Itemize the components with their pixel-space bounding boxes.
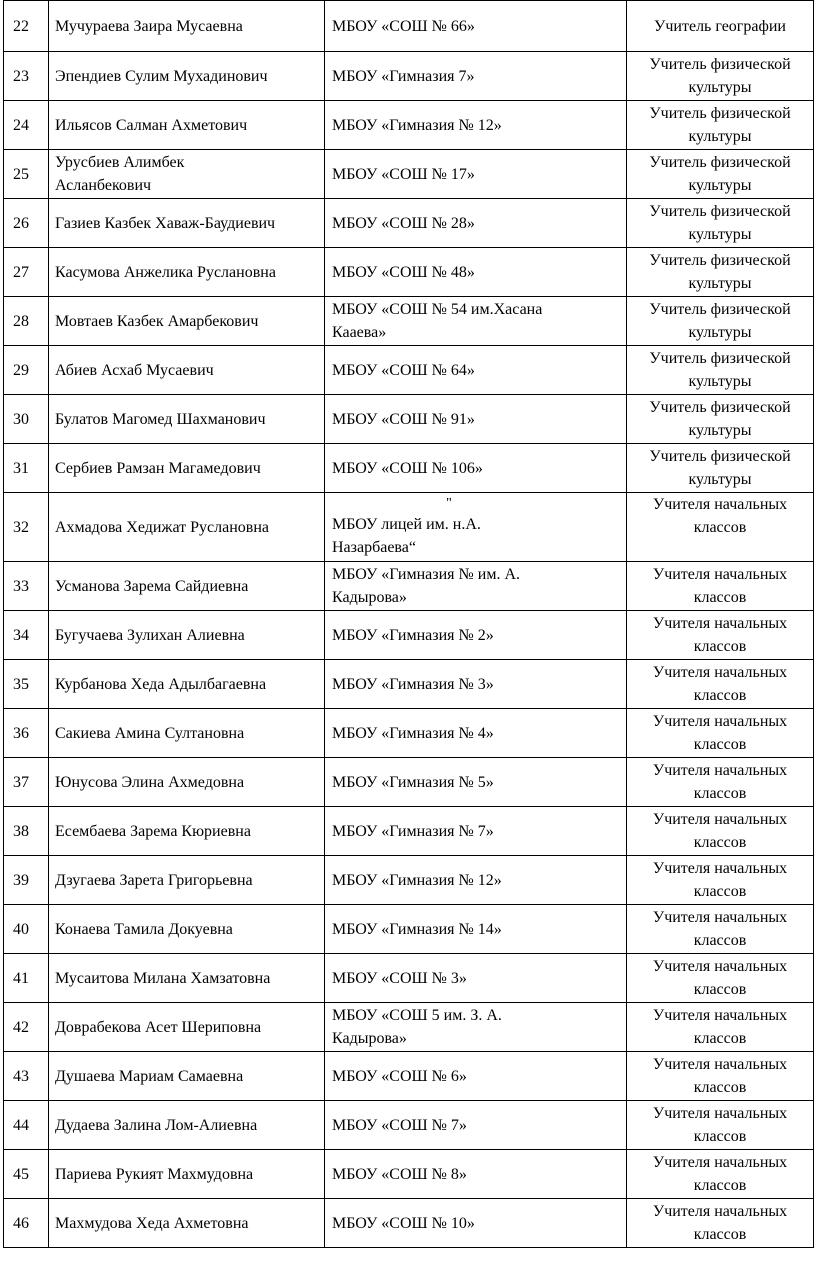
teacher-position <box>627 856 814 905</box>
row-number: 22 <box>4 1 49 52</box>
school-name: МБОУ «Гимназия № 4» <box>325 709 627 758</box>
teacher-position <box>627 758 814 807</box>
table-row <box>4 150 814 199</box>
teacher-name-text: Урусбиев Алимбек Асланбекович <box>55 154 185 194</box>
school-name: МБОУ «Гимназия № 12» <box>325 856 627 905</box>
position-text: Учитель физической культуры <box>649 350 791 390</box>
school-name: МБОУ «СОШ № 10» <box>325 1199 627 1248</box>
row-number: 32 <box>4 493 49 562</box>
row-number: 31 <box>4 444 49 493</box>
position-text: Учитель физической культуры <box>649 252 791 292</box>
teacher-position <box>627 1199 814 1248</box>
position-text: Учитель физической культуры <box>649 105 791 145</box>
row-number: 39 <box>4 856 49 905</box>
teacher-name: Ильясов Салман Ахметович <box>49 101 325 150</box>
school-name: МБОУ «СОШ № 17» <box>325 150 627 199</box>
teacher-name: Дудаева Залина Лом-Алиевна <box>49 1101 325 1150</box>
position-text: Учителя начальных классов <box>652 958 788 998</box>
teacher-position <box>627 1003 814 1052</box>
row-number: 26 <box>4 199 49 248</box>
table-row <box>4 562 814 611</box>
teacher-position <box>627 905 814 954</box>
school-name: МБОУ «СОШ № 8» <box>325 1150 627 1199</box>
table-row <box>4 199 814 248</box>
school-name-text: МБОУ «СОШ 5 им. З. А. Кадырова» <box>332 1007 502 1047</box>
quote-mark: " <box>446 496 452 511</box>
table-row <box>4 444 814 493</box>
school-name <box>325 1003 627 1052</box>
table-row <box>4 1003 814 1052</box>
row-number: 33 <box>4 562 49 611</box>
school-name-text: МБОУ лицей им. н.А. Назарбаева“ <box>332 516 481 556</box>
teacher-name: Эпендиев Сулим Мухадинович <box>49 52 325 101</box>
table-row <box>4 297 814 346</box>
position-text: Учитель физической культуры <box>649 399 791 439</box>
table-row <box>4 807 814 856</box>
position-text: Учитель физической культуры <box>649 301 791 341</box>
table-row <box>4 1101 814 1150</box>
teacher-position <box>627 199 814 248</box>
teacher-name: Касумова Анжелика Руслановна <box>49 248 325 297</box>
row-number: 37 <box>4 758 49 807</box>
school-name <box>325 493 627 562</box>
teacher-name: Париева Рукият Махмудовна <box>49 1150 325 1199</box>
teacher-name: Конаева Тамила Докуевна <box>49 905 325 954</box>
teacher-position <box>627 297 814 346</box>
row-number: 36 <box>4 709 49 758</box>
teacher-position <box>627 807 814 856</box>
teacher-name: Махмудова Хеда Ахметовна <box>49 1199 325 1248</box>
row-number: 34 <box>4 611 49 660</box>
teacher-position <box>627 611 814 660</box>
table-row <box>4 493 814 562</box>
table-row <box>4 1052 814 1101</box>
table-row <box>4 856 814 905</box>
staff-table <box>3 0 814 1248</box>
teacher-name: Мучураева Заира Мусаевна <box>49 1 325 52</box>
position-text: Учителя начальных классов <box>652 713 788 753</box>
teacher-position <box>627 346 814 395</box>
school-name: МБОУ «СОШ № 66» <box>325 1 627 52</box>
school-name: МБОУ «СОШ № 106» <box>325 444 627 493</box>
row-number: 29 <box>4 346 49 395</box>
table-row <box>4 52 814 101</box>
school-name: МБОУ «СОШ № 7» <box>325 1101 627 1150</box>
teacher-position <box>627 101 814 150</box>
row-number: 27 <box>4 248 49 297</box>
row-number: 44 <box>4 1101 49 1150</box>
position-text: Учителя начальных классов <box>652 860 788 900</box>
table-row <box>4 611 814 660</box>
row-number: 40 <box>4 905 49 954</box>
school-name: МБОУ «Гимназия 7» <box>325 52 627 101</box>
school-name: МБОУ «СОШ № 91» <box>325 395 627 444</box>
school-name-text: МБОУ «Гимназия № им. А. Кадырова» <box>332 566 521 606</box>
school-name <box>325 562 627 611</box>
teacher-name <box>49 150 325 199</box>
table-row <box>4 660 814 709</box>
position-text: Учитель физической культуры <box>649 203 791 243</box>
row-number: 35 <box>4 660 49 709</box>
teacher-name: Булатов Магомед Шахманович <box>49 395 325 444</box>
teacher-name: Газиев Казбек Хаваж-Баудиевич <box>49 199 325 248</box>
teacher-name: Сакиева Амина Султановна <box>49 709 325 758</box>
row-number: 24 <box>4 101 49 150</box>
teacher-name: Усманова Зарема Сайдиевна <box>49 562 325 611</box>
school-name: МБОУ «Гимназия № 7» <box>325 807 627 856</box>
row-number: 41 <box>4 954 49 1003</box>
position-text: Учителя начальных классов <box>652 664 788 704</box>
teacher-position: Учитель географии <box>627 1 814 52</box>
teacher-name: Курбанова Хеда Адылбагаевна <box>49 660 325 709</box>
table-row <box>4 1150 814 1199</box>
table-row <box>4 758 814 807</box>
position-text: Учителя начальных классов <box>652 1203 788 1243</box>
school-name: МБОУ «СОШ № 28» <box>325 199 627 248</box>
position-text: Учителя начальных классов <box>652 1154 788 1194</box>
teacher-position <box>627 1150 814 1199</box>
teacher-name: Юнусова Элина Ахмедовна <box>49 758 325 807</box>
table-row <box>4 395 814 444</box>
teacher-name: Ахмадова Хедижат Руслановна <box>49 493 325 562</box>
teacher-position <box>627 709 814 758</box>
school-name: МБОУ «Гимназия № 12» <box>325 101 627 150</box>
position-text: Учителя начальных классов <box>652 909 788 949</box>
teacher-position <box>627 52 814 101</box>
teacher-name: Абиев Асхаб Мусаевич <box>49 346 325 395</box>
teacher-name: Есембаева Зарема Кюриевна <box>49 807 325 856</box>
teacher-position <box>627 395 814 444</box>
teacher-name: Мусаитова Милана Хамзатовна <box>49 954 325 1003</box>
position-text: Учителя начальных классов <box>652 811 788 851</box>
table-row <box>4 248 814 297</box>
teacher-position <box>627 954 814 1003</box>
teacher-position <box>627 493 814 562</box>
school-name: МБОУ «Гимназия № 3» <box>325 660 627 709</box>
school-name <box>325 297 627 346</box>
row-number: 43 <box>4 1052 49 1101</box>
table-row <box>4 346 814 395</box>
teacher-position <box>627 660 814 709</box>
row-number: 23 <box>4 52 49 101</box>
position-text: Учитель физической культуры <box>649 56 791 96</box>
school-name: МБОУ «Гимназия № 2» <box>325 611 627 660</box>
row-number: 46 <box>4 1199 49 1248</box>
school-name: МБОУ «Гимназия № 14» <box>325 905 627 954</box>
school-name: МБОУ «СОШ № 48» <box>325 248 627 297</box>
teacher-position <box>627 444 814 493</box>
teacher-name: Бугучаева Зулихан Алиевна <box>49 611 325 660</box>
teacher-position <box>627 248 814 297</box>
position-text: Учителя начальных классов <box>652 496 788 536</box>
row-number: 42 <box>4 1003 49 1052</box>
position-text: Учителя начальных классов <box>652 1056 788 1096</box>
teacher-name: Мовтаев Казбек Амарбекович <box>49 297 325 346</box>
teacher-position <box>627 1101 814 1150</box>
position-text: Учитель физической культуры <box>649 154 791 194</box>
row-number: 28 <box>4 297 49 346</box>
teacher-name: Доврабекова Асет Шериповна <box>49 1003 325 1052</box>
position-text: Учителя начальных классов <box>652 762 788 802</box>
position-text: Учителя начальных классов <box>652 615 788 655</box>
row-number: 25 <box>4 150 49 199</box>
table-row <box>4 101 814 150</box>
table-row <box>4 905 814 954</box>
table-row <box>4 954 814 1003</box>
school-name: МБОУ «СОШ № 64» <box>325 346 627 395</box>
position-text: Учителя начальных классов <box>652 566 788 606</box>
position-text: Учителя начальных классов <box>652 1105 788 1145</box>
table-row <box>4 1 814 52</box>
teacher-position <box>627 562 814 611</box>
row-number: 45 <box>4 1150 49 1199</box>
teacher-name: Сербиев Рамзан Магамедович <box>49 444 325 493</box>
position-text: Учителя начальных классов <box>652 1007 788 1047</box>
school-name: МБОУ «СОШ № 6» <box>325 1052 627 1101</box>
teacher-position <box>627 1052 814 1101</box>
teacher-position <box>627 150 814 199</box>
teacher-name: Душаева Мариам Самаевна <box>49 1052 325 1101</box>
row-number: 38 <box>4 807 49 856</box>
position-text: Учитель физической культуры <box>649 448 791 488</box>
table-row <box>4 709 814 758</box>
school-name-text: МБОУ «СОШ № 54 им.Хасана Кааева» <box>332 301 543 341</box>
table-row <box>4 1199 814 1248</box>
teacher-name: Дзугаева Зарета Григорьевна <box>49 856 325 905</box>
row-number: 30 <box>4 395 49 444</box>
school-name: МБОУ «Гимназия № 5» <box>325 758 627 807</box>
school-name: МБОУ «СОШ № 3» <box>325 954 627 1003</box>
